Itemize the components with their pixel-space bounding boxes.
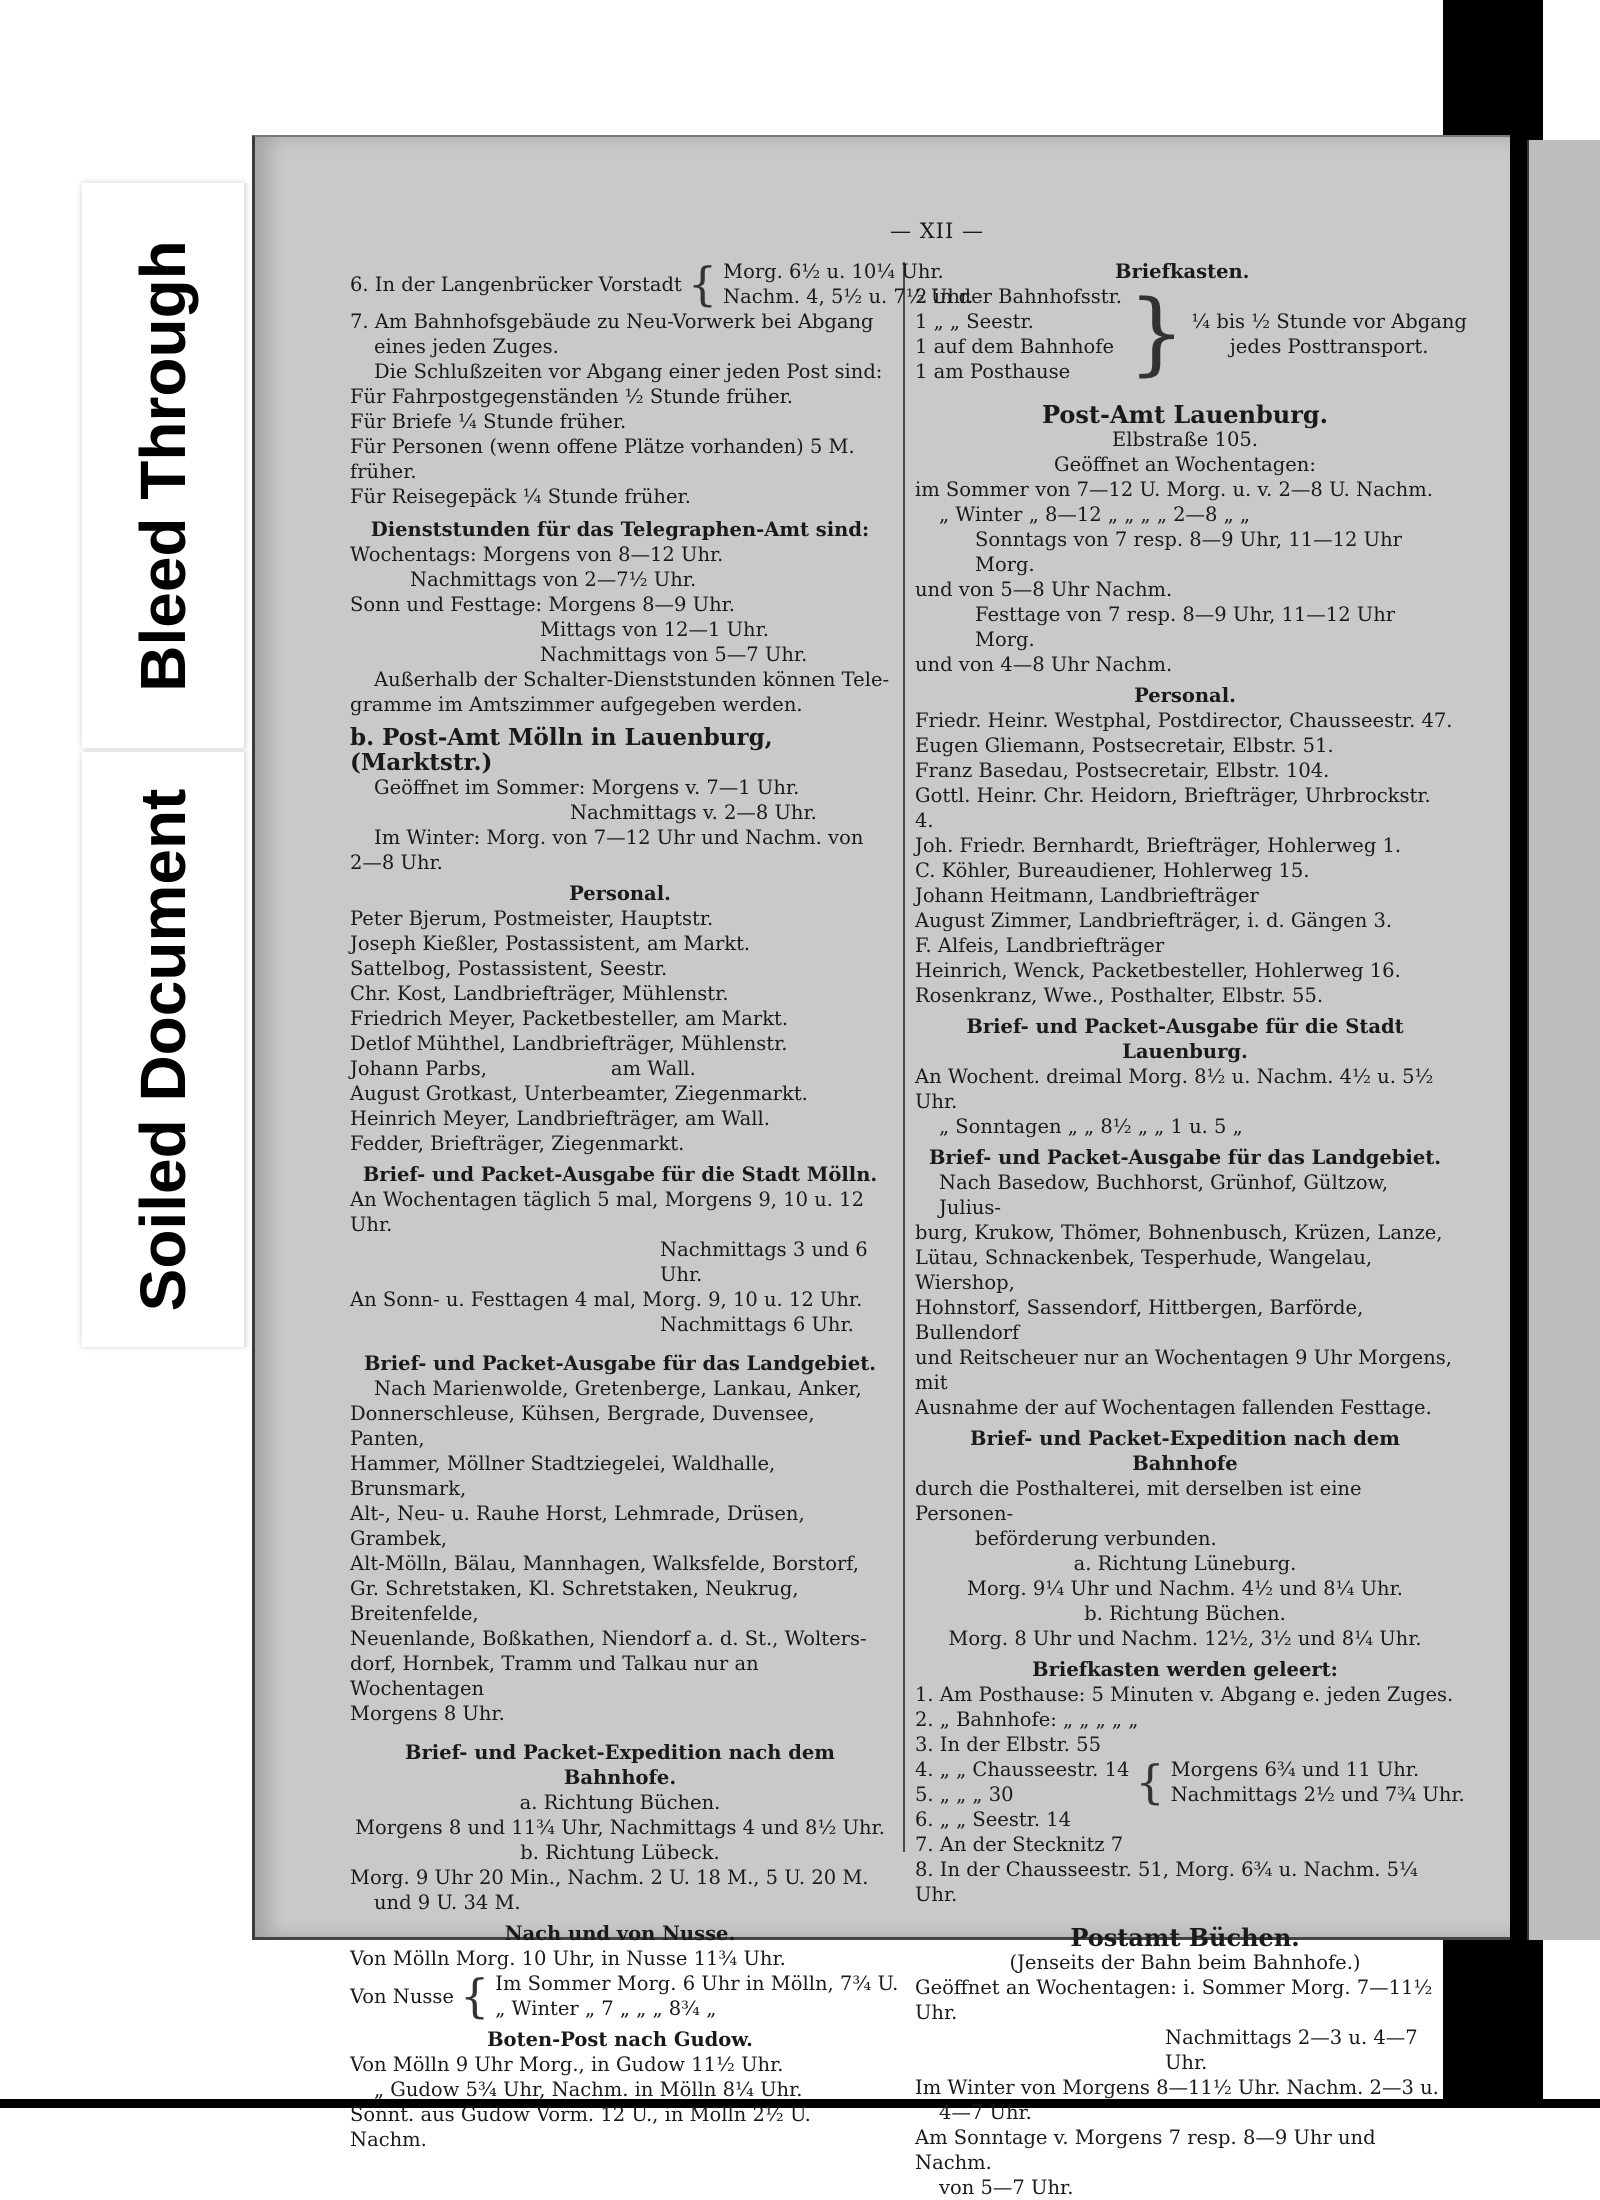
- moelln-open-line: Im Winter: Morg. von 7—12 Uhr und Nachm. von: [374, 826, 864, 849]
- ausgabe-stadt-heading: Brief- und Packet-Ausgabe für die Stadt Mölln.: [362, 1163, 878, 1186]
- lauenburg-title: Post-Amt Lauenburg.: [1041, 400, 1329, 429]
- expedition-line: beförderung verbunden.: [975, 1527, 1217, 1550]
- lauenburg-open-line: Festtage von 7 resp. 8—9 Uhr, 11—12 Uhr Morg.: [975, 603, 1396, 651]
- richtung-buechen-time: Morg. 8 Uhr und Nachm. 12½, 3½ und 8¼ Uhr.: [948, 1627, 1422, 1650]
- soiled-document-tab[interactable]: [82, 752, 246, 1347]
- buechen-open-line: Nachmittags 2—3 u. 4—7 Uhr.: [1165, 2026, 1418, 2074]
- geleert-bracket: [915, 1755, 1465, 1809]
- briefkasten-line: 1 am Posthause: [915, 360, 1071, 383]
- moelln-open-line: Geöffnet im Sommer: Morgens v. 7—1 Uhr.: [374, 776, 800, 799]
- brace-icon: {: [1135, 1755, 1165, 1809]
- nusse-bracket-line: „ Winter „ 7 „ „ „ 8¾ „: [495, 1997, 717, 2020]
- buechen-open-line: 4—7 Uhr.: [939, 2101, 1032, 2124]
- personal-heading: Personal.: [1134, 684, 1236, 707]
- ausgabe-land-line: Alt-Mölln, Bälau, Mannhagen, Walksfelde, Borstorf,: [350, 1552, 859, 1575]
- briefkasten-note: jedes Posttransport.: [1229, 335, 1429, 358]
- personal-line: Friedrich Meyer, Packetbesteller, am Markt.: [350, 1007, 789, 1030]
- briefkasten-heading: Briefkasten.: [1115, 260, 1250, 283]
- briefkasten-line: 1 auf dem Bahnhofe: [915, 335, 1115, 358]
- personal-line: Johann Parbs, am Wall.: [350, 1057, 696, 1080]
- page-header: — XII —: [890, 219, 984, 243]
- dienst-line: Mittags von 12—1 Uhr.: [540, 618, 769, 641]
- personal-line: Gottl. Heinr. Chr. Heidorn, Briefträger, Uhrbrockstr. 4.: [915, 784, 1431, 832]
- lauenburg-address: Elbstraße 105.: [1112, 428, 1258, 451]
- ausgabe-land-heading: Brief- und Packet-Ausgabe für das Landgebiet.: [928, 1146, 1442, 1169]
- expedition-line: durch die Posthalterei, mit derselben ist eine Personen-: [915, 1477, 1362, 1525]
- buechen-open-line: Geöffnet an Wochentagen: i. Sommer Morg. 7—11½ Uhr.: [915, 1976, 1433, 2024]
- dienst-line: Nachmittags von 2—7½ Uhr.: [410, 568, 697, 591]
- scanned-page: [252, 135, 1510, 2199]
- nusse-bracket-line: Im Sommer Morg. 6 Uhr in Mölln, 7¾ U.: [495, 1972, 899, 1995]
- personal-line: Heinrich, Wenck, Packetbesteller, Hohlerweg 16.: [915, 959, 1401, 982]
- dienst-line: gramme im Amtszimmer aufgegeben werden.: [350, 693, 803, 716]
- geleert-line: 7. An der Stecknitz 7: [915, 1833, 1124, 1856]
- personal-line: Rosenkranz, Wwe., Posthalter, Elbstr. 55.: [915, 984, 1324, 1007]
- nusse-heading: Nach und von Nusse.: [504, 1922, 736, 1945]
- ausgabe-land-line: Morgens 8 Uhr.: [350, 1702, 505, 1725]
- nusse-line: Von Mölln Morg. 10 Uhr, in Nusse 11¾ Uhr.: [350, 1947, 786, 1970]
- geleert-line: 4. „ „ Chausseestr. 14: [915, 1758, 1130, 1781]
- ausgabe-land-line: burg, Krukow, Thömer, Bohnenbusch, Krüzen, Lanze,: [915, 1221, 1443, 1244]
- richtung-buechen-time: Morgens 8 und 11¾ Uhr, Nachmittags 4 und 8½ Uhr.: [355, 1816, 885, 1839]
- briefkasten-line: 2 in der Bahnhofsstr.: [915, 285, 1122, 308]
- richtung-lueneburg-label: a. Richtung Lüneburg.: [1073, 1552, 1297, 1575]
- nusse-label: Von Nusse: [350, 1984, 454, 2008]
- schluss-line: Die Schlußzeiten vor Abgang einer jeden Post sind:: [374, 360, 883, 383]
- ausgabe-stadt-heading: Brief- und Packet-Ausgabe für die Stadt Lauenburg.: [966, 1015, 1404, 1063]
- bleed-through-tab[interactable]: [82, 183, 246, 748]
- personal-line: Heinrich Meyer, Landbriefträger, am Wall.: [350, 1107, 770, 1130]
- geleert-line: 6. „ „ Seestr. 14: [915, 1808, 1072, 1831]
- bleed-through-label: Bleed Through: [127, 239, 199, 692]
- lauenburg-open-line: im Sommer von 7—12 U. Morg. u. v. 2—8 U. Nachm.: [915, 478, 1433, 501]
- personal-line: August Zimmer, Landbriefträger, i. d. Gängen 3.: [915, 909, 1393, 932]
- schluss-line: Für Fahrpostgegenständen ½ Stunde früher.: [350, 385, 794, 408]
- moelln-open-line: 2—8 Uhr.: [350, 851, 443, 874]
- ausgabe-land-line: Donnerschleuse, Kühsen, Bergrade, Duvensee, Panten,: [350, 1402, 815, 1450]
- briefkasten-bracket: [915, 281, 1467, 386]
- ausgabe-land-line: Hohnstorf, Sassendorf, Hittbergen, Barförde, Bullendorf: [915, 1296, 1364, 1344]
- column-divider: [903, 262, 905, 1852]
- geleert-bracket-line: Morgens 6¾ und 11 Uhr.: [1170, 1758, 1420, 1781]
- lauenburg-open-line: Sonntags von 7 resp. 8—9 Uhr, 11—12 Uhr Morg.: [975, 528, 1402, 576]
- personal-line: Eugen Gliemann, Postsecretair, Elbstr. 51.: [915, 734, 1334, 757]
- buechen-open-line: Im Winter von Morgens 8—11½ Uhr. Nachm. 2—3 u.: [915, 2076, 1439, 2099]
- lauenburg-open-line: und von 5—8 Uhr Nachm.: [915, 578, 1173, 601]
- ausgabe-land-line: Nach Marienwolde, Gretenberge, Lankau, Anker,: [374, 1377, 862, 1400]
- ausgabe-land-line: dorf, Hornbek, Tramm und Talkau nur an Wochentagen: [350, 1652, 759, 1700]
- lauenburg-open-line: und von 4—8 Uhr Nachm.: [915, 653, 1173, 676]
- buechen-title: Postamt Büchen.: [1070, 1923, 1300, 1952]
- geleert-line: 3. In der Elbstr. 55: [915, 1733, 1101, 1756]
- ausgabe-land-line: Neuenlande, Boßkathen, Niendorf a. d. St., Wolters-: [350, 1627, 867, 1650]
- geleert-line: 8. In der Chausseestr. 51, Morg. 6¾ u. Nachm. 5¼ Uhr.: [915, 1858, 1418, 1906]
- boten-heading: Boten-Post nach Gudow.: [487, 2028, 753, 2051]
- moelln-open-line: Nachmittags v. 2—8 Uhr.: [570, 801, 817, 824]
- ausgabe-stadt-line: An Sonn- u. Festtagen 4 mal, Morg. 9, 10 u. 12 Uhr.: [350, 1288, 863, 1311]
- personal-line: F. Alfeis, Landbriefträger: [915, 934, 1165, 957]
- personal-line: Fedder, Briefträger, Ziegenmarkt.: [350, 1132, 685, 1155]
- personal-line: Johann Heitmann, Landbriefträger: [915, 884, 1259, 907]
- ausgabe-land-line: Lütau, Schnackenbek, Tesperhude, Wangelau, Wiershop,: [915, 1246, 1373, 1294]
- ausgabe-stadt-line: An Wochent. dreimal Morg. 8½ u. Nachm. 4½ u. 5½ Uhr.: [915, 1065, 1434, 1113]
- schluss-line: Für Personen (wenn offene Plätze vorhanden) 5 M. früher.: [350, 435, 855, 483]
- boten-line: Sonnt. aus Gudow Vorm. 12 U., in Mölln 2½ U. Nachm.: [350, 2103, 811, 2151]
- ausgabe-land-line: Hammer, Möllner Stadtziegelei, Waldhalle, Brunsmark,: [350, 1452, 776, 1500]
- item-6-label: 6. In der Langenbrücker Vorstadt: [350, 272, 682, 296]
- dienst-line: Außerhalb der Schalter-Dienststunden können Tele-: [374, 668, 890, 691]
- schluss-line: Für Briefe ¼ Stunde früher.: [350, 410, 627, 433]
- dienst-heading: Dienststunden für das Telegraphen-Amt sind:: [370, 518, 870, 541]
- personal-line: Sattelbog, Postassistent, Seestr.: [350, 957, 668, 980]
- ausgabe-land-heading: Brief- und Packet-Ausgabe für das Landgebiet.: [363, 1352, 877, 1375]
- richtung-luebeck-label: b. Richtung Lübeck.: [520, 1841, 720, 1864]
- personal-heading: Personal.: [569, 882, 671, 905]
- item-7-line: 7. Am Bahnhofsgebäude zu Neu-Vorwerk bei Abgang: [350, 310, 874, 333]
- ausgabe-stadt-line: Nachmittags 3 und 6 Uhr.: [660, 1238, 868, 1286]
- brace-icon: {: [687, 257, 718, 311]
- buechen-open-line: von 5—7 Uhr.: [939, 2176, 1074, 2199]
- ausgabe-land-line: Nach Basedow, Buchhorst, Grünhof, Gültzow, Julius-: [939, 1171, 1389, 1219]
- personal-line: Joseph Kießler, Postassistent, am Markt.: [350, 932, 751, 955]
- expedition-heading: Brief- und Packet-Expedition nach dem Bahnhofe.: [405, 1741, 835, 1789]
- item-6-line: Nachm. 4, 5½ u. 7½ Uhr.: [723, 285, 974, 308]
- dienst-line: Nachmittags von 5—7 Uhr.: [540, 643, 808, 666]
- personal-line: Friedr. Heinr. Westphal, Postdirector, Chausseestr. 47.: [915, 709, 1453, 732]
- geleert-bracket-line: Nachmittags 2½ und 7¾ Uhr.: [1170, 1783, 1465, 1806]
- personal-line: Franz Basedau, Postsecretair, Elbstr. 104.: [915, 759, 1330, 782]
- richtung-buechen-label: a. Richtung Büchen.: [519, 1791, 721, 1814]
- richtung-luebeck-line: und 9 U. 34 M.: [374, 1891, 521, 1914]
- geleert-heading: Briefkasten werden geleert:: [1032, 1658, 1338, 1681]
- brace-icon: }: [1127, 281, 1186, 386]
- geleert-line: 1. Am Posthause: 5 Minuten v. Abgang e. jeden Zuges.: [915, 1683, 1454, 1706]
- boten-line: Von Mölln 9 Uhr Morg., in Gudow 11½ Uhr.: [350, 2053, 784, 2076]
- ausgabe-stadt-line: An Wochentagen täglich 5 mal, Morgens 9, 10 u. 12 Uhr.: [350, 1188, 864, 1236]
- dienst-line: Wochentags: Morgens von 8—12 Uhr.: [350, 543, 724, 566]
- personal-line: Joh. Friedr. Bernhardt, Briefträger, Hohlerweg 1.: [915, 834, 1402, 857]
- geleert-line: 5. „ „ „ 30: [915, 1783, 1014, 1806]
- ausgabe-stadt-line: „ Sonntagen „ „ 8½ „ „ 1 u. 5 „: [939, 1115, 1243, 1138]
- briefkasten-line: 1 „ „ Seestr.: [915, 310, 1034, 333]
- personal-line: August Grotkast, Unterbeamter, Ziegenmarkt.: [350, 1082, 808, 1105]
- expedition-heading: Brief- und Packet-Expedition nach dem Bahnhofe: [970, 1427, 1400, 1475]
- item-7-line: eines jeden Zuges.: [374, 335, 559, 358]
- moelln-title: b. Post-Amt Mölln in Lauenburg, (Marktstr.): [350, 724, 773, 776]
- personal-line: Chr. Kost, Landbriefträger, Mühlenstr.: [350, 982, 729, 1005]
- dienst-line: Sonn und Festtage: Morgens 8—9 Uhr.: [350, 593, 736, 616]
- item-6-line: Morg. 6½ u. 10¼ Uhr.: [723, 260, 944, 283]
- brace-icon: {: [459, 1969, 490, 2023]
- richtung-luebeck-line: Morg. 9 Uhr 20 Min., Nachm. 2 U. 18 M., 5 U. 20 M.: [350, 1866, 869, 1889]
- richtung-lueneburg-time: Morg. 9¼ Uhr und Nachm. 4½ und 8¼ Uhr.: [967, 1577, 1403, 1600]
- nusse-bracket: [350, 1969, 899, 2023]
- ausgabe-land-line: und Reitscheuer nur an Wochentagen 9 Uhr Morgens, mit: [915, 1346, 1452, 1394]
- ausgabe-land-line: Ausnahme der auf Wochentagen fallenden Festtage.: [915, 1396, 1432, 1419]
- adjacent-page-edge: [1527, 140, 1600, 1940]
- lauenburg-open-line: „ Winter „ 8—12 „ „ „ „ 2—8 „ „: [939, 503, 1251, 526]
- personal-line: Detlof Mühthel, Landbriefträger, Mühlenstr.: [350, 1032, 788, 1055]
- ausgabe-stadt-line: Nachmittags 6 Uhr.: [660, 1313, 854, 1336]
- richtung-buechen-label: b. Richtung Büchen.: [1084, 1602, 1286, 1625]
- ausgabe-land-line: Alt-, Neu- u. Rauhe Horst, Lehmrade, Drüsen, Grambek,: [350, 1502, 805, 1550]
- schluss-line: Für Reisegepäck ¼ Stunde früher.: [350, 485, 691, 508]
- item-6: [350, 257, 974, 311]
- lauenburg-open-line: Geöffnet an Wochentagen:: [1054, 453, 1316, 476]
- buechen-open-line: Am Sonntage v. Morgens 7 resp. 8—9 Uhr und Nachm.: [915, 2126, 1376, 2174]
- briefkasten-note: ¼ bis ½ Stunde vor Abgang: [1191, 310, 1467, 333]
- personal-line: Peter Bjerum, Postmeister, Hauptstr.: [350, 907, 714, 930]
- buechen-subtitle: (Jenseits der Bahn beim Bahnhofe.): [1009, 1951, 1361, 1974]
- geleert-line: 2. „ Bahnhofe: „ „ „ „ „: [915, 1708, 1139, 1731]
- ausgabe-land-line: Gr. Schretstaken, Kl. Schretstaken, Neukrug, Breitenfelde,: [350, 1577, 799, 1625]
- right-column: [915, 259, 1467, 2200]
- boten-line: „ Gudow 5¾ Uhr, Nachm. in Mölln 8¼ Uhr.: [374, 2078, 803, 2101]
- personal-line: C. Köhler, Bureaudiener, Hohlerweg 15.: [915, 859, 1310, 882]
- soiled-document-label: Soiled Document: [127, 788, 199, 1311]
